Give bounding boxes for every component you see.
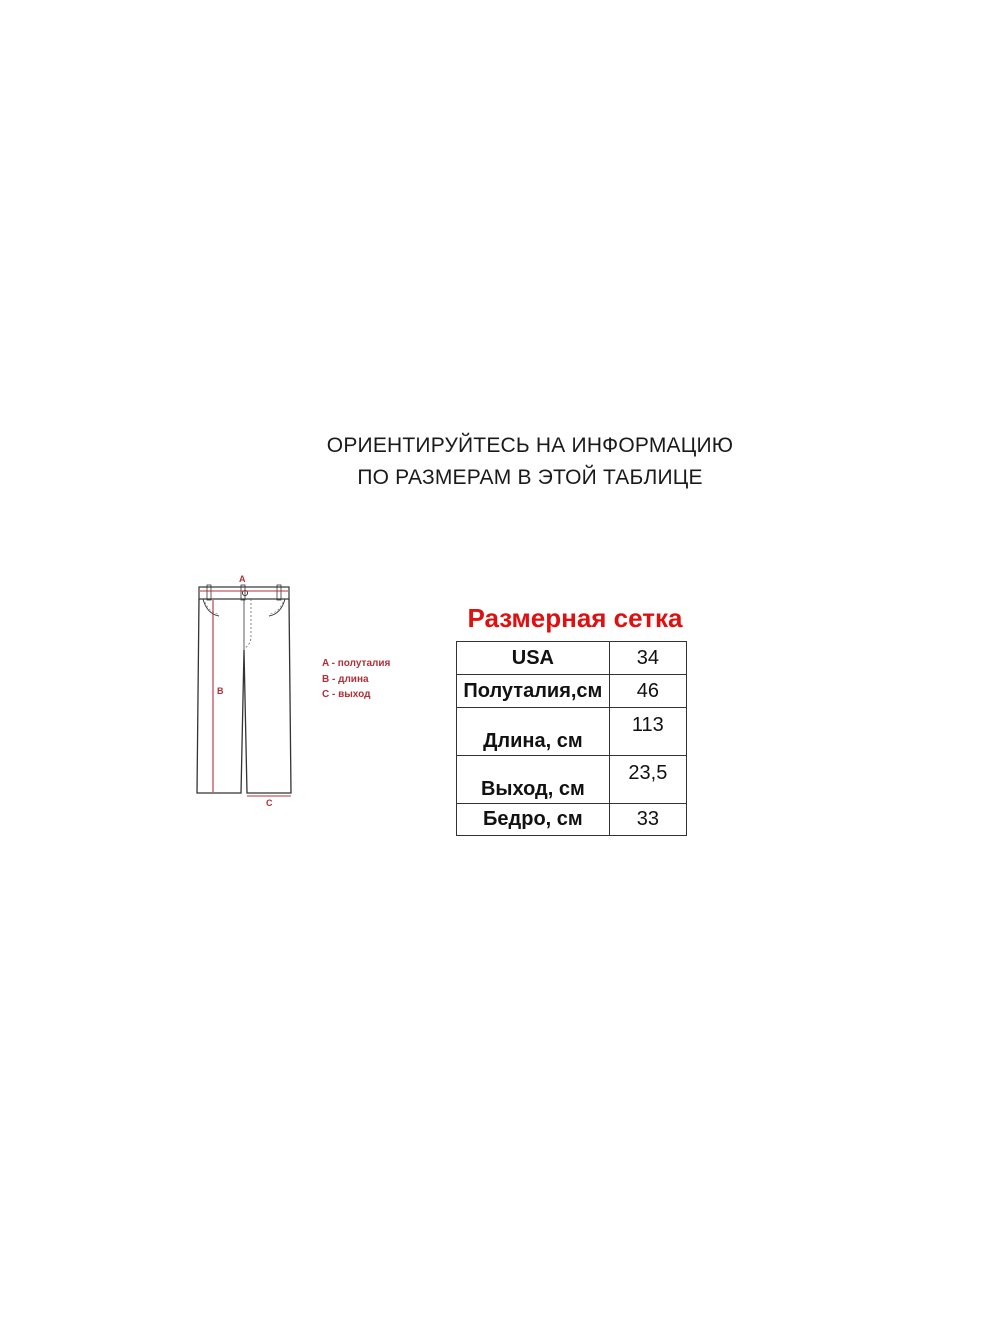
measure-label-a: A <box>239 574 246 584</box>
legend-item: C - выход <box>322 689 371 700</box>
fly-stitch <box>245 599 251 648</box>
row-label: Бедро, см <box>457 804 610 836</box>
row-value: 113 <box>609 708 686 756</box>
measure-label-b: B <box>217 686 224 696</box>
row-value: 23,5 <box>609 756 686 804</box>
table-row <box>457 756 687 804</box>
row-value: 33 <box>609 804 686 836</box>
pants-diagram <box>185 570 305 815</box>
row-label: USA <box>457 642 610 675</box>
legend-item: B - длина <box>322 673 369 685</box>
legend-item: A - полуталия <box>322 658 391 669</box>
table-row <box>457 675 687 708</box>
page-heading <box>230 430 830 494</box>
size-table-title: Размерная сетка <box>467 603 683 633</box>
waistband <box>199 587 289 599</box>
heading-line-1: ОРИЕНТИРУЙТЕСЬ НА ИНФОРМАЦИЮ <box>326 434 734 457</box>
measurement-legend <box>322 656 390 703</box>
table-row <box>457 642 687 675</box>
row-label: Полуталия,см <box>457 675 610 708</box>
row-value: 46 <box>609 675 686 708</box>
row-value: 34 <box>609 642 686 675</box>
row-label: Длина, см <box>457 708 610 756</box>
heading-line-2: ПО РАЗМЕРАМ В ЭТОЙ ТАБЛИЦЕ <box>357 466 703 489</box>
table-row <box>457 708 687 756</box>
size-table <box>456 641 687 836</box>
pants-outline <box>185 570 305 815</box>
measure-label-c: C <box>266 798 273 808</box>
table-row <box>457 804 687 836</box>
row-label: Выход, см <box>457 756 610 804</box>
